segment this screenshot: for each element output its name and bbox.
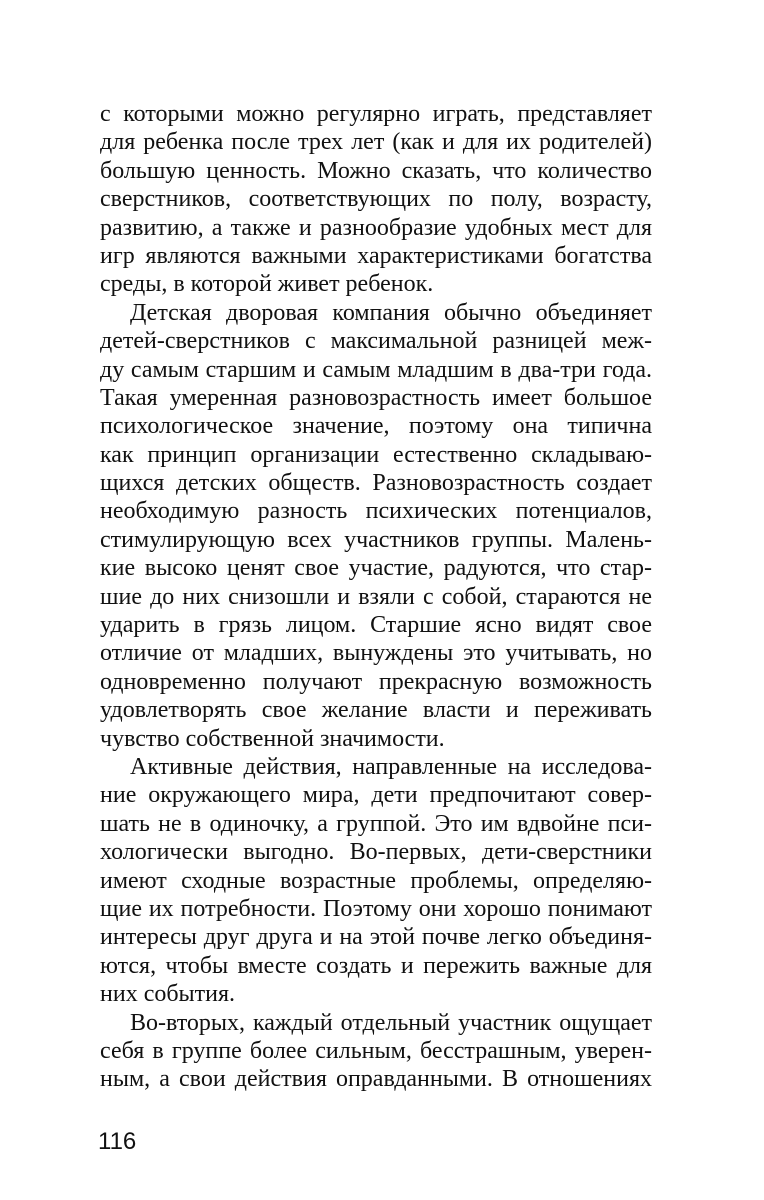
text-line: ются, чтобы вместе создать и пережить важные для [100, 952, 652, 979]
text-line: шать не в одиночку, а группой. Это им вдвойне пси- [100, 810, 652, 837]
text-line: хологически выгодно. Во-первых, дети-сверстники [100, 839, 652, 866]
text-line: психологическое значение, поэтому она типична [100, 413, 652, 440]
text-line: щихся детских обществ. Разновозрастность создает [100, 470, 652, 497]
text-line: одновременно получают прекрасную возможность [100, 668, 652, 695]
text-line: детей-сверстников с максимальной разницей меж- [100, 328, 652, 355]
text-line: необходимую разность психических потенциалов, [100, 498, 652, 525]
text-line: ние окружающего мира, дети предпочитают совер- [100, 782, 652, 809]
text-line: с которыми можно регулярно играть, представляет [100, 101, 652, 127]
text-line: Во-вторых, каждый отдельный участник ощущает [130, 1009, 652, 1036]
body-text [100, 100, 652, 1094]
text-line: интересы друг друга и на этой почве легко объединя- [100, 924, 652, 951]
page-number: 116 [98, 1128, 137, 1155]
paragraph [100, 753, 652, 1009]
text-line: них события. [100, 981, 236, 1008]
text-line: ным, а свои действия оправданными. В отношениях [100, 1066, 652, 1093]
text-line: большую ценность. Можно сказать, что количество [100, 157, 652, 184]
text-line: Такая умеренная разновозрастность имеет большое [100, 384, 652, 411]
text-line: развитию, а также и разнообразие удобных мест для [100, 214, 652, 241]
text-line: отличие от младших, вынуждены это учитывать, но [100, 640, 652, 667]
text-line: для ребенка после трех лет (как и для их родителей) [100, 129, 652, 156]
text-line: сверстников, соответствующих по полу, возрасту, [100, 186, 652, 213]
text-line: Детская дворовая компания обычно объединяет [130, 299, 652, 326]
paragraph [100, 299, 652, 753]
text-line: себя в группе более сильным, бесстрашным, уверен- [100, 1037, 652, 1064]
text-line: шие до них снизошли и взяли с собой, стараются не [100, 583, 652, 610]
text-line: удовлетворять свое желание власти и переживать [100, 697, 652, 724]
text-line: игр являются важными характеристиками богатства [100, 242, 652, 269]
text-line: стимулирующую всех участников группы. Малень- [100, 526, 652, 553]
text-line: Активные действия, направленные на исследова- [130, 753, 652, 780]
text-line: щие их потребности. Поэтому они хорошо понимают [100, 895, 652, 922]
text-line: как принцип организации естественно складываю- [100, 441, 652, 468]
text-line: ду самым старшим и самым младшим в два-три года. [100, 356, 652, 383]
text-line: среды, в которой живет ребенок. [100, 271, 434, 298]
text-line: чувство собственной значимости. [100, 725, 445, 752]
paragraph [100, 100, 652, 299]
text-line: имеют сходные возрастные проблемы, определяю- [100, 867, 652, 894]
text-line: кие высоко ценят свое участие, радуются, что стар- [100, 555, 652, 582]
text-line: ударить в грязь лицом. Старшие ясно видят свое [100, 612, 652, 639]
paragraph [100, 1009, 652, 1094]
